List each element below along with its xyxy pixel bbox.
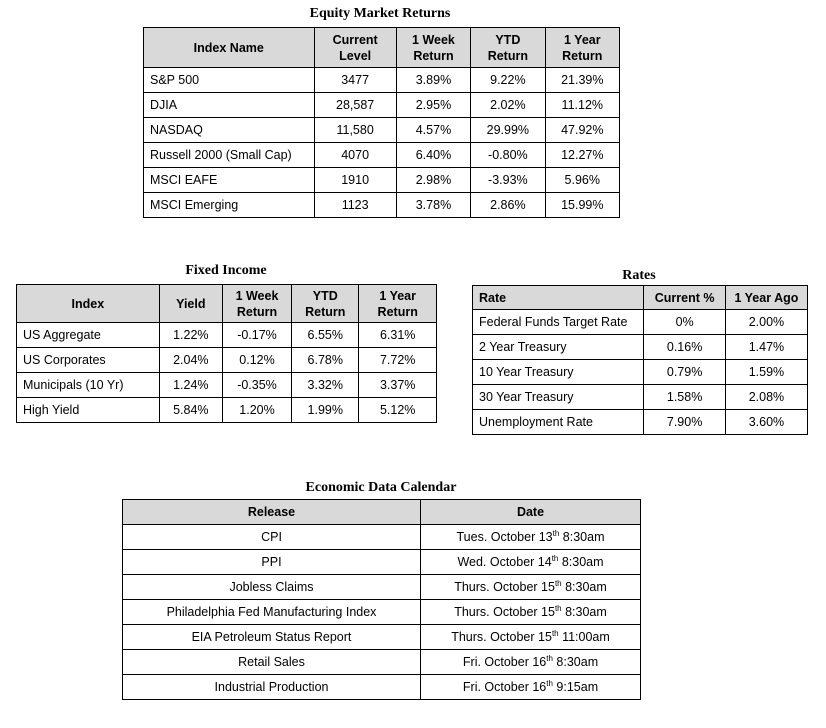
value-cell: 7.72%	[359, 348, 437, 373]
value-cell: 4070	[314, 143, 396, 168]
equity-header-ytd-return: YTD Return	[471, 28, 545, 68]
value-cell: 6.55%	[292, 323, 359, 348]
date-cell	[421, 675, 641, 700]
release-cell: CPI	[123, 525, 421, 550]
value-cell: 6.40%	[396, 143, 470, 168]
row-label-cell: NASDAQ	[144, 118, 315, 143]
date-text: Thurs. October 15	[454, 580, 555, 594]
value-cell: -0.80%	[471, 143, 545, 168]
value-cell: 2.00%	[725, 310, 807, 335]
value-cell: 47.92%	[545, 118, 619, 143]
table-row	[123, 600, 641, 625]
table-row	[144, 68, 620, 93]
value-cell: 1.47%	[725, 335, 807, 360]
value-cell: 0.79%	[644, 360, 726, 385]
equity-header-current-level: Current Level	[314, 28, 396, 68]
row-label-cell: DJIA	[144, 93, 315, 118]
row-label-cell: US Aggregate	[17, 323, 160, 348]
table-row	[123, 550, 641, 575]
value-cell: 9.22%	[471, 68, 545, 93]
value-cell: 1123	[314, 193, 396, 218]
value-cell: 0.16%	[644, 335, 726, 360]
value-cell: 21.39%	[545, 68, 619, 93]
date-time: 8:30am	[561, 580, 607, 594]
value-cell: -0.35%	[222, 373, 291, 398]
rates-header-current: Current %	[644, 286, 726, 310]
value-cell: 1.24%	[159, 373, 222, 398]
fixed-income-header-ytd-return: YTD Return	[292, 285, 359, 323]
date-time: 8:30am	[559, 530, 605, 544]
value-cell: 1.58%	[644, 385, 726, 410]
date-time: 8:30am	[558, 555, 604, 569]
value-cell: 3.37%	[359, 373, 437, 398]
date-time: 9:15am	[552, 680, 599, 694]
row-label-cell: 2 Year Treasury	[473, 335, 644, 360]
date-cell	[421, 625, 641, 650]
row-label-cell: Federal Funds Target Rate	[473, 310, 644, 335]
date-cell	[421, 550, 641, 575]
calendar-body	[123, 525, 641, 700]
value-cell: 5.84%	[159, 398, 222, 423]
calendar-header-date: Date	[421, 500, 641, 525]
date-ordinal-suffix: th	[551, 628, 559, 638]
release-cell: Industrial Production	[123, 675, 421, 700]
value-cell: 7.90%	[644, 410, 726, 435]
release-cell: Jobless Claims	[123, 575, 421, 600]
date-text: Thurs. October 15	[454, 605, 555, 619]
value-cell: 2.95%	[396, 93, 470, 118]
date-time: 8:30am	[561, 605, 607, 619]
date-cell	[421, 525, 641, 550]
equity-header-1-year-return: 1 Year Return	[545, 28, 619, 68]
calendar-table	[122, 499, 641, 700]
date-text: Tues. October 13	[456, 530, 553, 544]
row-label-cell: MSCI Emerging	[144, 193, 315, 218]
table-row	[17, 373, 437, 398]
value-cell: 2.08%	[725, 385, 807, 410]
fixed-income-body	[17, 323, 437, 423]
fixed-income-header-1-year-return: 1 Year Return	[359, 285, 437, 323]
value-cell: 1.22%	[159, 323, 222, 348]
value-cell: 3.78%	[396, 193, 470, 218]
date-text: Thurs. October 15	[451, 630, 552, 644]
table-row	[473, 335, 808, 360]
value-cell: 2.04%	[159, 348, 222, 373]
date-text: Fri. October 16	[462, 655, 547, 669]
value-cell: 3477	[314, 68, 396, 93]
release-cell: Retail Sales	[123, 650, 421, 675]
fixed-income-title: Fixed Income	[185, 263, 267, 278]
table-row	[144, 193, 620, 218]
table-row	[123, 625, 641, 650]
value-cell: 5.12%	[359, 398, 437, 423]
row-label-cell: US Corporates	[17, 348, 160, 373]
date-ordinal-suffix: th	[554, 603, 562, 613]
value-cell: 28,587	[314, 93, 396, 118]
table-row	[123, 650, 641, 675]
date-ordinal-suffix: th	[551, 553, 559, 563]
rates-header-1-year-ago: 1 Year Ago	[725, 286, 807, 310]
value-cell: 1.59%	[725, 360, 807, 385]
value-cell: 12.27%	[545, 143, 619, 168]
value-cell: 3.60%	[725, 410, 807, 435]
equity-header-index-name: Index Name	[144, 28, 315, 68]
table-row	[123, 675, 641, 700]
table-row	[473, 310, 808, 335]
equity-table	[143, 27, 620, 218]
row-label-cell: High Yield	[17, 398, 160, 423]
date-ordinal-suffix: th	[554, 578, 562, 588]
value-cell: 1.20%	[222, 398, 291, 423]
date-cell	[421, 650, 641, 675]
table-row	[17, 323, 437, 348]
row-label-cell: 10 Year Treasury	[473, 360, 644, 385]
fixed-income-header-index: Index	[17, 285, 160, 323]
equity-header-row	[144, 28, 620, 68]
date-ordinal-suffix: th	[552, 528, 560, 538]
value-cell: 4.57%	[396, 118, 470, 143]
table-row	[473, 385, 808, 410]
value-cell: 2.98%	[396, 168, 470, 193]
fixed-income-header-yield: Yield	[159, 285, 222, 323]
table-row	[123, 525, 641, 550]
table-row	[144, 143, 620, 168]
date-cell	[421, 600, 641, 625]
date-time: 11:00am	[558, 630, 610, 644]
date-text: Fri. October 16	[462, 680, 547, 694]
value-cell: 2.02%	[471, 93, 545, 118]
value-cell: 2.86%	[471, 193, 545, 218]
table-row	[17, 348, 437, 373]
rates-title: Rates	[622, 268, 656, 283]
calendar-title: Economic Data Calendar	[305, 480, 457, 495]
date-text: Wed. October 14	[457, 555, 552, 569]
equity-body	[144, 68, 620, 218]
calendar-header-row	[123, 500, 641, 525]
release-cell: EIA Petroleum Status Report	[123, 625, 421, 650]
table-row	[473, 360, 808, 385]
value-cell: -3.93%	[471, 168, 545, 193]
row-label-cell: MSCI EAFE	[144, 168, 315, 193]
table-row	[144, 118, 620, 143]
rates-table	[472, 285, 808, 435]
value-cell: 11.12%	[545, 93, 619, 118]
table-row	[144, 93, 620, 118]
value-cell: -0.17%	[222, 323, 291, 348]
table-row	[473, 410, 808, 435]
fixed-income-table	[16, 284, 437, 423]
date-ordinal-suffix: th	[546, 653, 553, 663]
rates-header-rate: Rate	[473, 286, 644, 310]
row-label-cell: 30 Year Treasury	[473, 385, 644, 410]
equity-title: Equity Market Returns	[309, 6, 451, 21]
value-cell: 3.32%	[292, 373, 359, 398]
fixed-income-header-1-week-return: 1 Week Return	[222, 285, 291, 323]
date-time: 8:30am	[552, 655, 599, 669]
value-cell: 1910	[314, 168, 396, 193]
value-cell: 15.99%	[545, 193, 619, 218]
table-row	[17, 398, 437, 423]
release-cell: Philadelphia Fed Manufacturing Index	[123, 600, 421, 625]
calendar-header-release: Release	[123, 500, 421, 525]
value-cell: 6.78%	[292, 348, 359, 373]
value-cell: 29.99%	[471, 118, 545, 143]
row-label-cell: Unemployment Rate	[473, 410, 644, 435]
rates-body	[473, 310, 808, 435]
value-cell: 1.99%	[292, 398, 359, 423]
date-ordinal-suffix: th	[546, 678, 553, 688]
date-cell	[421, 575, 641, 600]
release-cell: PPI	[123, 550, 421, 575]
value-cell: 0.12%	[222, 348, 291, 373]
row-label-cell: S&P 500	[144, 68, 315, 93]
row-label-cell: Russell 2000 (Small Cap)	[144, 143, 315, 168]
value-cell: 3.89%	[396, 68, 470, 93]
equity-header-1-week-return: 1 Week Return	[396, 28, 470, 68]
rates-header-row	[473, 286, 808, 310]
table-row	[144, 168, 620, 193]
value-cell: 5.96%	[545, 168, 619, 193]
row-label-cell: Municipals (10 Yr)	[17, 373, 160, 398]
fixed-income-header-row	[17, 285, 437, 323]
value-cell: 6.31%	[359, 323, 437, 348]
value-cell: 0%	[644, 310, 726, 335]
table-row	[123, 575, 641, 600]
value-cell: 11,580	[314, 118, 396, 143]
